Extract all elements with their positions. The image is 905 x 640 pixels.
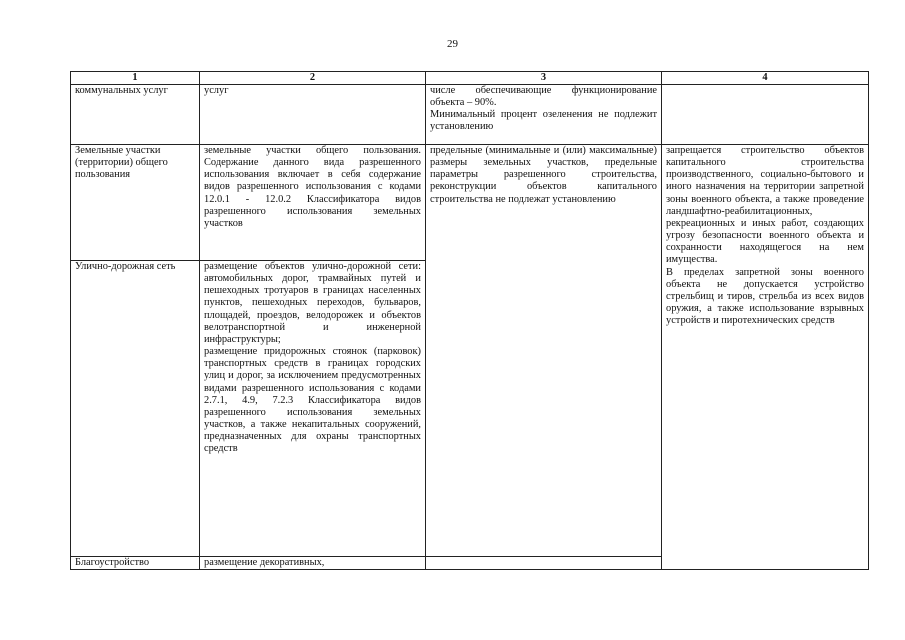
column-header-2: 2 (200, 72, 426, 85)
zoning-table (70, 71, 869, 570)
parameters-cell: числе обеспечивающие функционирование объекта – 90%. Минимальный процент озеленения не подлежит установлению (426, 85, 662, 145)
page-number: 29 (447, 38, 458, 50)
header-row (71, 72, 869, 85)
table-row (71, 85, 869, 145)
land-use-description-cell: размещение декоративных, (200, 557, 426, 570)
column-header-3: 3 (426, 72, 662, 85)
land-use-description-cell: земельные участки общего пользования. Содержание данного вида разрешенного использования включает в себя содержание видов разрешенного использования с кодами 12.0.1 - 12.0.2 Классификатора видов разрешенного использования земельных участков (200, 145, 426, 261)
land-use-description-cell: услуг (200, 85, 426, 145)
land-use-description-cell: размещение объектов улично-дорожной сети: автомобильных дорог, трамвайных путей и пешеходных тротуаров в границах населенных пунктов, пешеходных переходов, бульваров, площадей, проездов, велодорожек и объектов велотранспортной и инженерной инфраструктуры; размещение придорожных стоянок (парковок) транспортных средств в границах городских улиц и дорог, за исключением предусмотренных видами разрешенного использования с кодами 2.7.1, 4.9, 7.2.3 Классификатора видов разрешенного использования земельных участков, а также некапитальных сооружений, предназначенных для охраны транспортных средств (200, 261, 426, 557)
parameters-cell (426, 557, 662, 570)
column-header-1: 1 (71, 72, 200, 85)
table-row (71, 145, 869, 261)
parameters-cell: предельные (минимальные и (или) максимальные) размеры земельных участков, предельные параметры разрешенного строительства, реконструкции объектов капитального строительства не подлежат установлению (426, 145, 662, 557)
restrictions-cell (662, 85, 869, 145)
land-use-name-cell: коммунальных услуг (71, 85, 200, 145)
column-header-4: 4 (662, 72, 869, 85)
land-use-name-cell: Благоустройство (71, 557, 200, 570)
restrictions-cell: запрещается строительство объектов капитального строительства производственного, социально-бытового и иного назначения на территории запретной зоны военного объекта, а также проведение ландшафтно-реабилитационных, рекреационных и иных работ, создающих угрозу безопасности военного объекта и сохранности находящегося на нем имущества. В пределах запретной зоны военного объекта не допускается устройство стрельбищ и тиров, стрельба из всех видов оружия, а также использование взрывных устройств и пиротехнических средств (662, 145, 869, 570)
land-use-name-cell: Земельные участки (территории) общего пользования (71, 145, 200, 261)
land-use-name-cell: Улично-дорожная сеть (71, 261, 200, 557)
